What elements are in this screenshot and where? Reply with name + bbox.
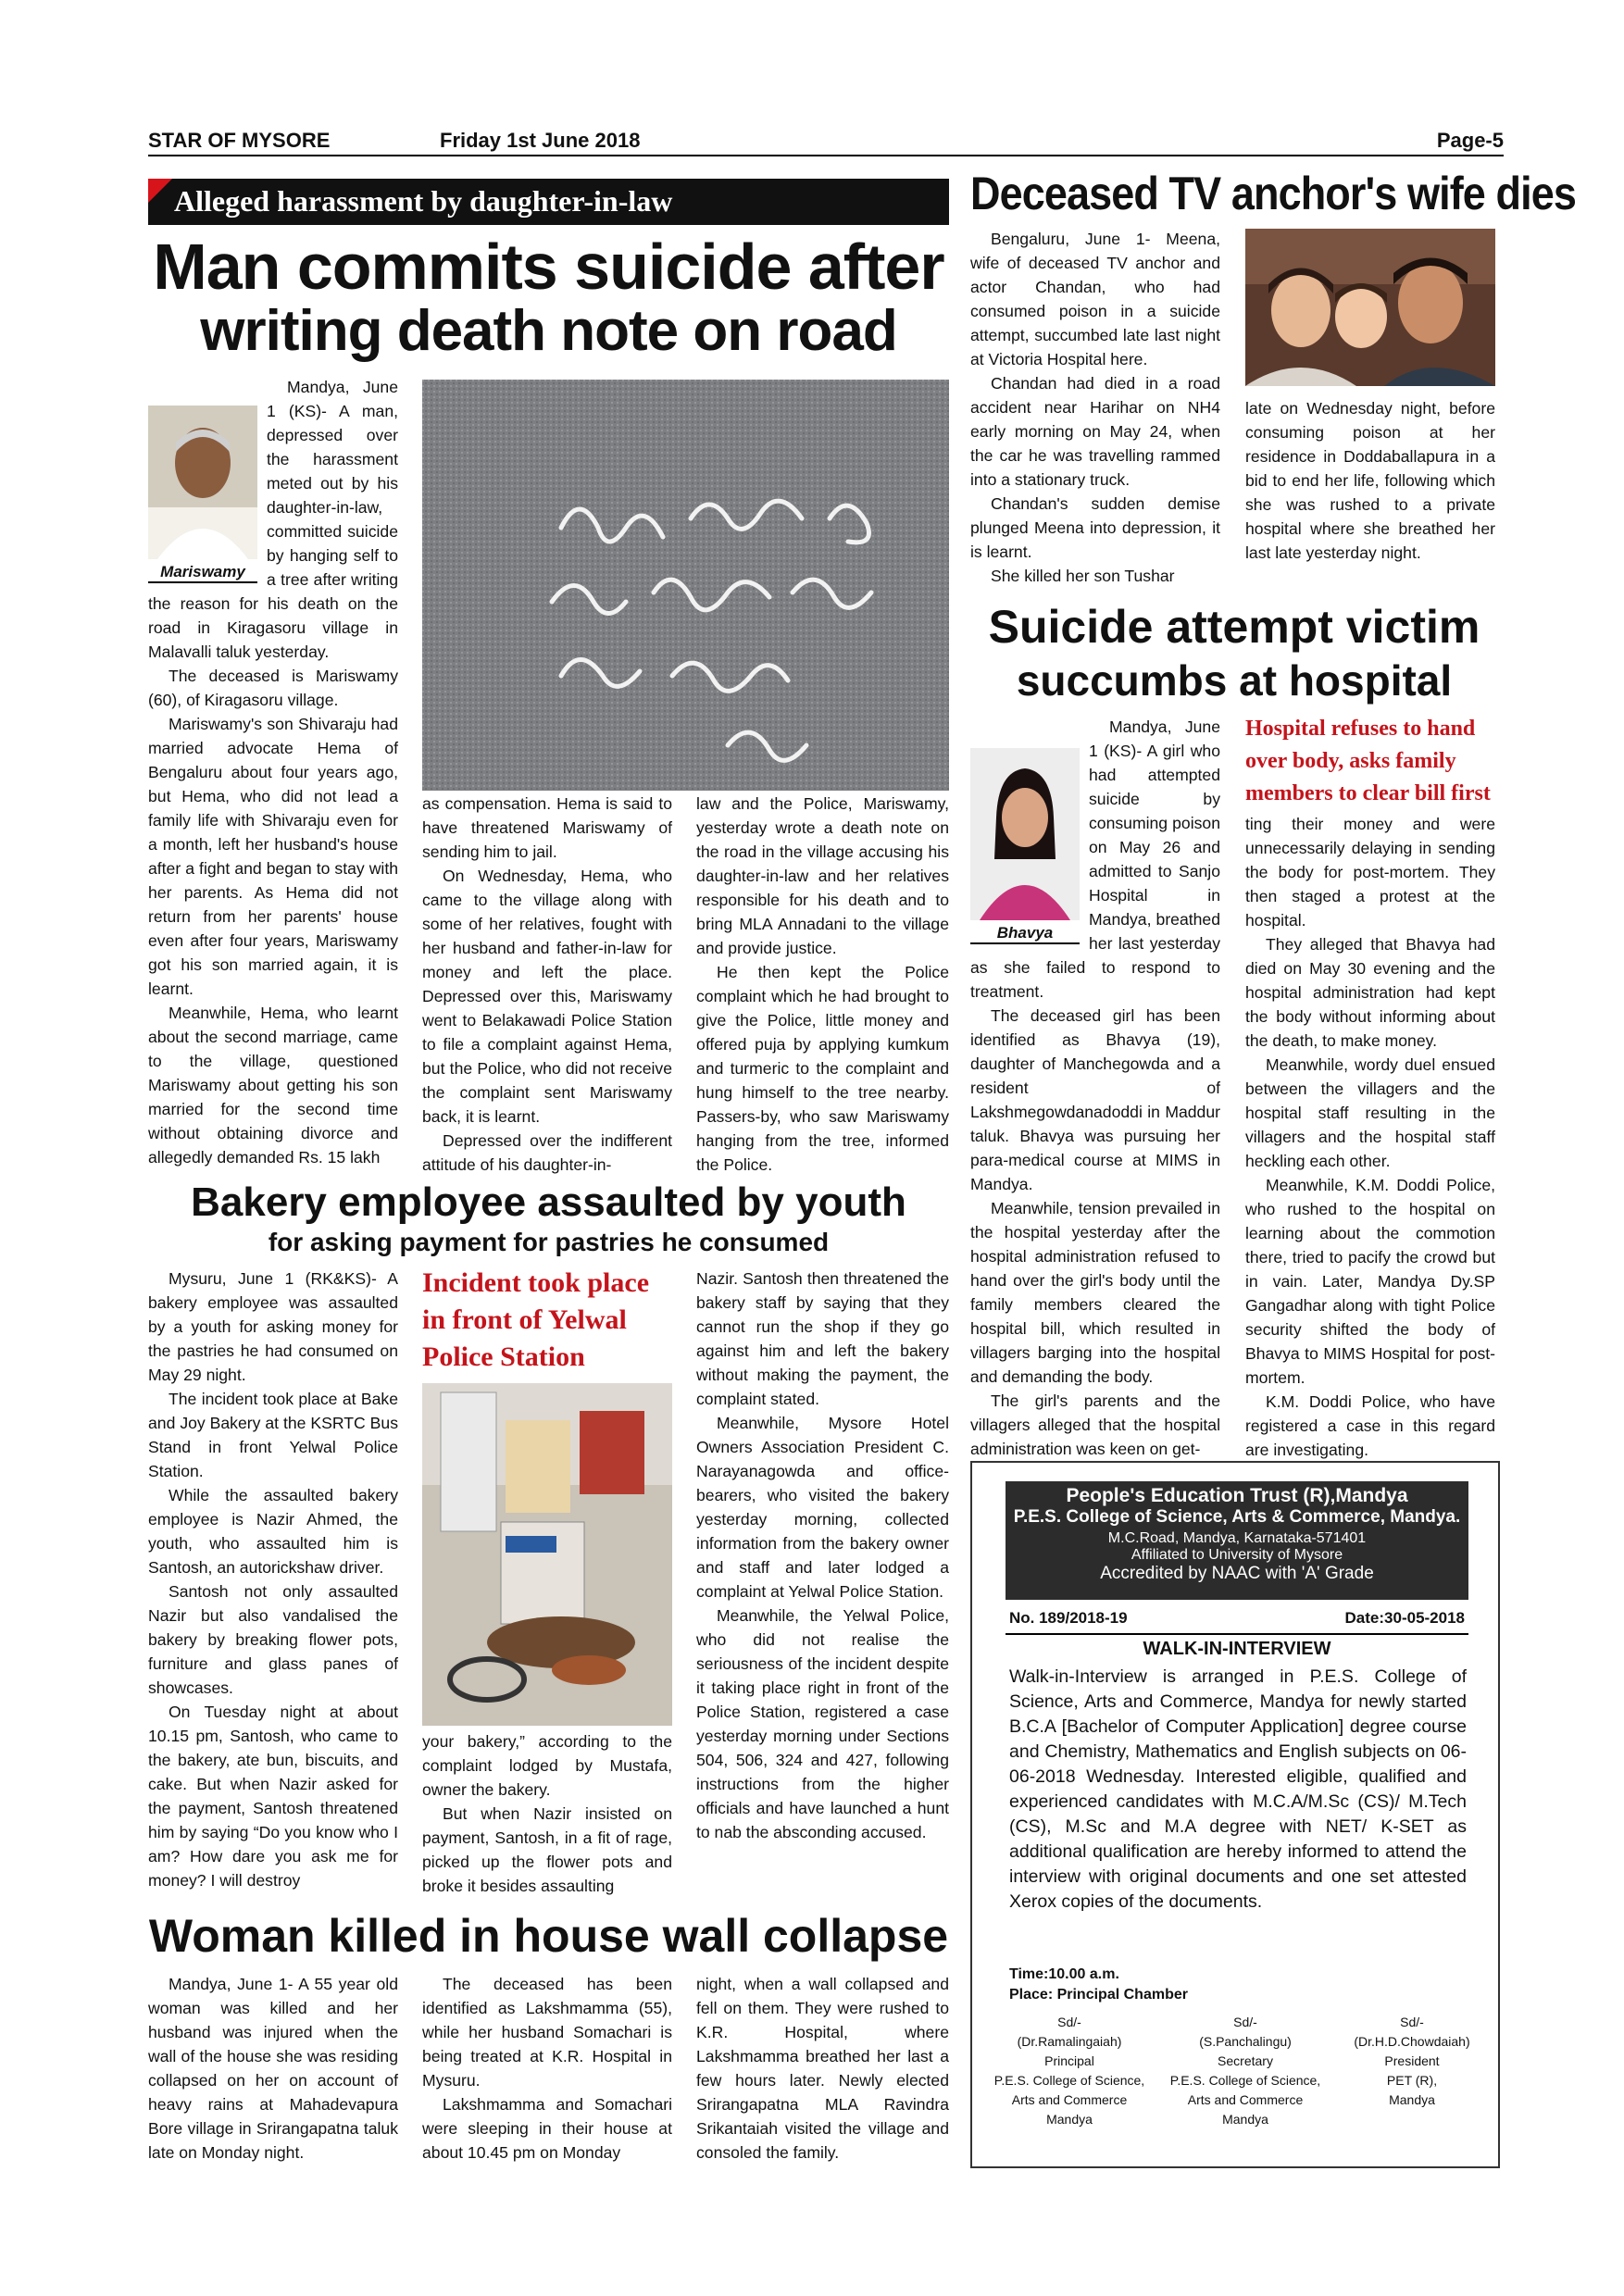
ad-ref-number: No. 189/2018-19 — [1009, 1609, 1128, 1627]
story3-para-8: Meanwhile, K.M. Doddi Police, who rushed to the hospital on learning about the commotion there, tried to pacify the crowd but in vain. Later, Mandya Dy.SP Gangadhar along with tight Police security shifted the body of Bhavya to MIMS Hospital for post-mortem. — [1245, 1176, 1495, 1387]
sig1-line: P.E.S. College of Science, — [993, 2073, 1145, 2088]
story4-para-2: The incident took place at Bake and Joy Bakery at the KSRTC Bus Stand in front Yelwal Police Station. — [148, 1390, 398, 1480]
sig1-line: Principal — [1044, 2053, 1094, 2068]
story2-col2-text — [1245, 396, 1495, 565]
story3-col2-text — [1245, 812, 1495, 1462]
story4-headline-line1: Bakery employee assaulted by youth — [191, 1179, 906, 1225]
story5-para-2: The deceased has been identified as Lakshmamma (55), while her husband Somachari is being treated at K.R. Hospital in Mysuru. — [422, 1975, 672, 2090]
ad-date: Date:30-05-2018 — [1344, 1609, 1465, 1627]
story4-para-1: Mysuru, June 1 (RK&KS)- A bakery employee was assaulted by a youth for asking money for the pastries he had consumed on May 29 night. — [148, 1269, 398, 1384]
sig1-line: Arts and Commerce — [1011, 2092, 1128, 2107]
story1-para-6: On Wednesday, Hema, who came to the village along with some of her relatives, fought with her husband and father-in-law for money and left the place. Depressed over this, Mariswamy went to Belakawadi Police Station to file a complaint against Hema, but the Police, who did not receive the complaint sent Mariswamy back, it is learnt. — [422, 867, 672, 1126]
story3-para-6: They alleged that Bhavya had died on May 30 evening and the hospital administration had kept the body without informing about the death, to make money. — [1245, 935, 1495, 1050]
ad-address: M.C.Road, Mandya, Karnataka-571401 — [1107, 1530, 1367, 1546]
walk-in-interview-ad — [970, 1461, 1500, 2168]
masthead-date: Friday 1st June 2018 — [440, 129, 641, 152]
ad-header-box — [1006, 1481, 1468, 1600]
story1-kicker: Alleged harassment by daughter-in-law — [174, 184, 673, 218]
sig2-line: (S.Panchalingu) — [1199, 2034, 1292, 2049]
story5-para-4: night, when a wall collapsed and fell on them. They were rushed to K.R. Hospital, where Lakshmamma breathed her last a few hours later. Newly elected Srirangapatna MLA Ravindra Srikantaiah visited the village and consoled the family. — [696, 1975, 949, 2162]
story4-para-4: Santosh not only assaulted Nazir but also vandalised the bakery by breaking flower pots, furniture and glass panes of showcases. — [148, 1582, 398, 1697]
sig2-line: Sd/- — [1233, 2015, 1257, 2029]
story1-para-1: Mandya, June 1 (KS)- A man, depressed over the harassment meted out by his daughter-in-law, committed suicide by hanging self to a tree after writing the reason for his death on the road in Kiragasoru village in Malavalli taluk yesterday. — [148, 378, 398, 661]
ad-trust-name: People's Education Trust (R),Mandya — [1066, 1485, 1408, 1506]
story1-para-7: Depressed over the indifferent attitude of his daughter-in- — [422, 1131, 672, 1174]
story1-para-4: Meanwhile, Hema, who learnt about the second marriage, came to the village, questioned Mariswamy about getting his son married for the second time without obtaining divorce and allegedly demanded Rs. 15 lakh — [148, 1004, 398, 1167]
story3-col1-text — [970, 715, 1220, 1461]
kicker-red-triangle — [148, 179, 172, 203]
ad-signature-secretary — [1162, 2013, 1329, 2129]
sig2-line: Arts and Commerce — [1187, 2092, 1304, 2107]
story3-para-5: ting their money and were unnecessarily delaying in sending the body for post-mortem. They then staged a protest at the hospital. — [1245, 815, 1495, 930]
story4-para-5: On Tuesday night at about 10.15 pm, Santosh, who came to the bakery, ate bun, biscuits, and cake. But when Nazir asked for the payment, Santosh threatened him by saying “Do you know who I am? How dare you ask me for money? I will destroy — [148, 1703, 398, 1890]
story4-para-8: Nazir. Santosh then threatened the bakery staff by saying that they cannot run the shop if they go against him and left the bakery without making the payment, the complaint stated. — [696, 1269, 949, 1408]
ad-time: Time:10.00 a.m. — [1009, 1966, 1119, 1982]
story3-subhead: Hospital refuses to hand over body, asks family members to clear bill first — [1245, 717, 1491, 805]
sig3-line: Sd/- — [1400, 2015, 1424, 2029]
story4-subhead: Incident took place in front of Yelwal Police Station — [422, 1267, 650, 1372]
story5-col3-text — [696, 1972, 949, 2165]
masthead-paper-name: STAR OF MYSORE — [148, 129, 331, 152]
story4-col2-text — [422, 1729, 672, 1898]
story3-headline-line2: succumbs at hospital — [1016, 656, 1453, 705]
story2-headline: Deceased TV anchor's wife dies — [970, 168, 1576, 219]
sig1-line: Sd/- — [1057, 2015, 1081, 2029]
story3-para-2: The deceased girl has been identified as Bhavya (19), daughter of Manchegowda and a resident of Lakshmegowdanadoddi in Maddur taluk. Bhavya was pursuing her para-medical course at MIMS in Mandya. — [970, 1006, 1220, 1193]
story1-kicker-bar — [148, 179, 949, 225]
story2-para-2: Chandan had died in a road accident near Harihar on NH4 early morning on May 24, when the car he was travelling rammed into a stationary truck. — [970, 374, 1220, 489]
sig2-line: Mandya — [1222, 2112, 1268, 2127]
story1-col1-text — [148, 375, 398, 1169]
story1-headline-line1: Man commits suicide after — [153, 231, 944, 303]
story2-para-5: late on Wednesday night, before consuming poison at her residence in Doddaballapura in a bid to end her life, following which she was rushed to a private hospital where she breathed her last late yesterday night. — [1245, 399, 1495, 562]
story1-photo-float — [148, 375, 267, 588]
story4-col1-text — [148, 1267, 398, 1892]
story2-col1-text — [970, 227, 1220, 588]
story3-photo-float — [970, 715, 1089, 946]
ad-body: Walk-in-Interview is arranged in P.E.S. College of Science, Arts and Commerce, Mandya for newly started B.C.A [Bachelor of Computer Application] degree course and Chemistry, Mathematics and English subjects on 06-06-2018 Wednesday. Interested eligible, qualified and experienced candidates with M.C.A/M.Sc (CS)/ M.Tech (CS), M.Sc and M.A degree with NET/ K-SET as additional qualification are hereby informed to attend the interview with original documents and one set attested Xerox copies of the documents. — [1009, 1666, 1467, 1912]
sig3-line: (Dr.H.D.Chowdaiah) — [1354, 2034, 1470, 2049]
story1-para-2: The deceased is Mariswamy (60), of Kiragasoru village. — [148, 667, 398, 709]
mariswamy-caption: Mariswamy — [148, 563, 257, 583]
story5-headline: Woman killed in house wall collapse — [148, 1910, 949, 1962]
sig1-line: Mandya — [1046, 2112, 1093, 2127]
ad-signature-president — [1343, 2013, 1481, 2129]
ad-accreditation: Accredited by NAAC with 'A' Grade — [1100, 1564, 1374, 1583]
story5-col1-text — [148, 1972, 398, 2165]
ad-signatures — [991, 2013, 1481, 2129]
ad-rule — [1006, 1633, 1468, 1635]
ad-signature-principal — [991, 2013, 1148, 2129]
story3-para-1: Mandya, June 1 (KS)- A girl who had attempted suicide by consuming poison on May 26 and admitted to Sanjo Hospital in Mandya, breathed her last yesterday as she failed to respond to treatment. — [970, 718, 1220, 1001]
story3-headline-line1: Suicide attempt victim — [988, 601, 1480, 653]
sig3-line: PET (R), — [1386, 2073, 1438, 2088]
story4-para-3: While the assaulted bakery employee is Nazir Ahmed, the youth, who assaulted him is Santosh, an autorickshaw driver. — [148, 1486, 398, 1577]
story2-para-4: She killed her son Tushar — [991, 567, 1175, 585]
sig1-line: (Dr.Ramalingaiah) — [1017, 2034, 1122, 2049]
ad-title: WALK-IN-INTERVIEW — [1143, 1639, 1331, 1659]
story3-para-3: Meanwhile, tension prevailed in the hospital yesterday after the hospital administration refused to hand over the girl's body until the family members cleared the hospital bill, which resulted in villagers barging into the hospital and demanding the body. — [970, 1199, 1220, 1386]
story5-para-3: Lakshmamma and Somachari were sleeping in their house at about 10.45 pm on Monday — [422, 2095, 672, 2162]
story1-para-8: law and the Police, Mariswamy, yesterday wrote a death note on the road in the village accusing his daughter-in-law and her relatives responsible for his death and to bring MLA Annadani to the village and provide justice. — [696, 794, 949, 957]
bhavya-caption: Bhavya — [970, 924, 1080, 944]
tv-anchor-family-photo — [1245, 229, 1495, 386]
story3-para-9: K.M. Doddi Police, who have registered a case in this regard are investigating. — [1245, 1392, 1495, 1459]
sig2-line: Secretary — [1218, 2053, 1273, 2068]
story1-col2-text — [422, 792, 672, 1177]
sig2-line: P.E.S. College of Science, — [1169, 2073, 1321, 2088]
story4-col3-text — [696, 1267, 949, 1844]
story1-para-5: as compensation. Hema is said to have threatened Mariswamy of sending him to jail. — [422, 794, 672, 861]
sig3-line: President — [1384, 2053, 1440, 2068]
story4-para-9: Meanwhile, Mysore Hotel Owners Association President C. Narayanagowda and office-bearers, who visited the bakery yesterday morning, collected information from the bakery owner and staff and later lodged a complaint at Yelwal Police Station. — [696, 1414, 949, 1601]
story4-para-10: Meanwhile, the Yelwal Police, who did not realise the seriousness of the incident despite it taking place right in front of the Police Station, registered a case yesterday morning under Sections 504, 506, 324 and 427, following instructions from the higher officials and have launched a hunt to nab the absconding accused. — [696, 1606, 949, 1841]
story1-para-9: He then kept the Police complaint which he had brought to give the Police, little money and offered puja by applying kumkum and turmeric to the complaint and hung himself to the tree nearby. Passers-by, who saw Mariswamy hanging from the tree, informed the Police. — [696, 963, 949, 1174]
story4-headline-line2: for asking payment for pastries he consumed — [268, 1228, 830, 1256]
ad-college-name: P.E.S. College of Science, Arts & Commerce, Mandya. — [1013, 1507, 1461, 1527]
bakery-vandalism-photo — [422, 1383, 672, 1726]
story2-para-1: Bengaluru, June 1- Meena, wife of deceased TV anchor and actor Chandan, who had consumed poison in a suicide attempt, succumbed late last night at Victoria Hospital here. — [970, 230, 1220, 368]
masthead-page-number: Page-5 — [1436, 129, 1504, 152]
ad-place: Place: Principal Chamber — [1009, 1987, 1188, 2003]
sig3-line: Mandya — [1389, 2092, 1435, 2107]
ad-affiliation: Affiliated to University of Mysore — [1131, 1547, 1343, 1563]
story5-para-1: Mandya, June 1- A 55 year old woman was killed and her husband was injured when the wall of the house she was residing collapsed on her on account of heavy rains at Mahadevapura Bore village in Srirangapatna taluk late on Monday night. — [148, 1975, 398, 2162]
story5-col2-text — [422, 1972, 672, 2165]
story2-para-3: Chandan's sudden demise plunged Meena into depression, it is learnt. — [970, 494, 1220, 561]
story4-para-6: your bakery,” according to the complaint lodged by Mustafa, owner the bakery. — [422, 1732, 672, 1799]
story4-para-7: But when Nazir insisted on payment, Santosh, in a fit of rage, picked up the flower pots and broke it besides assaulting — [422, 1804, 672, 1895]
story3-para-4: The girl's parents and the villagers alleged that the hospital administration was keen on get- — [970, 1391, 1220, 1458]
road-death-note-photo — [422, 380, 949, 791]
story1-para-3: Mariswamy's son Shivaraju had married advocate Hema of Bengaluru about four years ago, but Hema, who did not lead a family life with Shivaraju even for a month, left her husband's house after a fight and began to stay with her parents. As Hema did not return from her parents' house even after four years, Mariswamy got his son married again, it is learnt. — [148, 715, 398, 998]
story1-headline-line2: writing death note on road — [200, 299, 897, 363]
header-rule — [148, 155, 1504, 156]
story1-col3-text — [696, 792, 949, 1177]
story3-para-7: Meanwhile, wordy duel ensued between the villagers and the hospital staff resulting in the villagers and the hospital staff heckling each other. — [1245, 1055, 1495, 1170]
